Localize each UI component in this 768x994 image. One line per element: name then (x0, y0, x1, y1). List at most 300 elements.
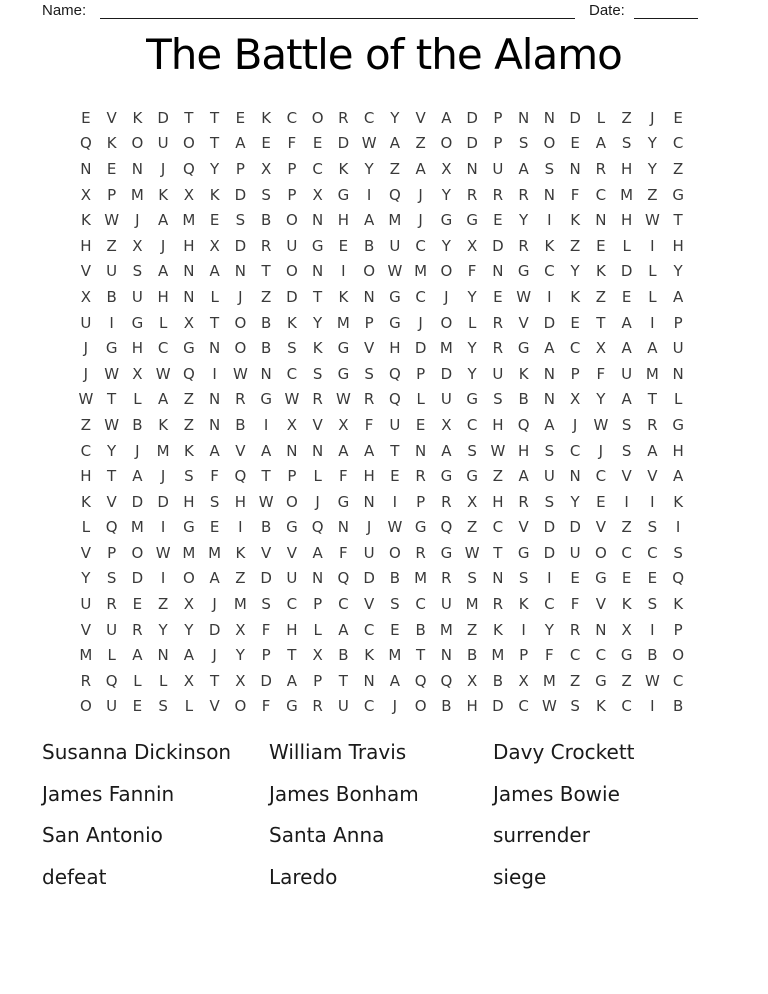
grid-letter: S (647, 595, 658, 614)
grid-letter: B (518, 390, 529, 409)
grid-letter: I (547, 569, 552, 588)
grid-letter: O (234, 339, 247, 358)
grid-letter: D (466, 134, 478, 153)
grid-letter: B (672, 697, 684, 716)
grid-letter: U (621, 364, 633, 383)
word-item: siege (493, 865, 547, 890)
grid-letter: Q (388, 185, 401, 204)
grid-letter: K (338, 287, 349, 306)
grid-letter: U (106, 697, 118, 716)
grid-letter: L (313, 620, 322, 639)
word-item: defeat (42, 865, 107, 890)
grid-letter: M (414, 262, 428, 281)
grid-letter: W (104, 211, 120, 230)
grid-letter: C (672, 134, 684, 153)
grid-letter: R (492, 339, 504, 358)
grid-letter: A (209, 441, 220, 460)
grid-letter: T (210, 134, 220, 153)
grid-letter: I (109, 313, 114, 332)
grid-row (73, 207, 691, 233)
grid-letter: W (490, 441, 506, 460)
grid-letter: P (673, 313, 683, 332)
grid-letter: A (389, 671, 400, 690)
grid-letter: W (387, 518, 403, 537)
grid-letter: E (596, 236, 606, 255)
grid-letter: N (569, 467, 581, 486)
word-item: James Bowie (493, 781, 620, 806)
grid-letter: D (131, 492, 144, 511)
word-item: James Fannin (42, 781, 175, 806)
grid-letter: L (467, 313, 477, 332)
grid-letter: D (620, 262, 633, 281)
grid-letter: A (441, 441, 452, 460)
grid-letter: U (543, 467, 555, 486)
grid-letter: P (364, 313, 374, 332)
grid-letter: Z (621, 671, 632, 690)
grid-letter: L (622, 236, 631, 255)
grid-letter: P (287, 185, 297, 204)
grid-letter: W (464, 543, 480, 562)
grid-letter: W (335, 390, 351, 409)
grid-letter: N (209, 339, 221, 358)
grid-letter: G (595, 569, 607, 588)
grid-letter: C (492, 518, 504, 537)
grid-letter: M (208, 543, 222, 562)
grid-letter: P (107, 543, 117, 562)
grid-letter: H (620, 159, 633, 178)
grid-letter: W (155, 364, 171, 383)
grid-letter: R (492, 313, 504, 332)
grid-letter: X (466, 236, 478, 255)
grid-letter: V (363, 595, 375, 614)
grid-letter: A (338, 620, 349, 639)
grid-letter: G (414, 518, 427, 537)
grid-letter: Y (441, 185, 451, 204)
grid-letter: W (155, 543, 171, 562)
grid-letter: R (235, 390, 246, 409)
word-item: surrender (493, 823, 590, 848)
grid-letter: K (570, 287, 581, 306)
grid-letter: K (132, 108, 143, 127)
grid-letter: V (260, 543, 272, 562)
grid-letter: W (78, 390, 94, 409)
grid-letter: N (595, 211, 607, 230)
grid-letter: O (440, 313, 453, 332)
grid-letter: S (647, 518, 658, 537)
grid-letter: Z (466, 620, 478, 639)
grid-letter: S (544, 159, 555, 178)
grid-letter: Y (467, 287, 477, 306)
grid-letter: U (440, 390, 452, 409)
grid-letter: G (389, 287, 401, 306)
grid-letter: Q (105, 518, 118, 537)
grid-letter: Y (673, 262, 683, 281)
grid-letter: F (261, 620, 271, 639)
grid-letter: A (672, 467, 684, 486)
grid-letter: R (441, 569, 452, 588)
grid-letter: P (416, 492, 426, 511)
grid-letter: A (183, 646, 194, 665)
grid-letter: E (209, 518, 220, 537)
grid-letter: M (388, 646, 402, 665)
grid-letter: E (132, 595, 143, 614)
grid-letter: L (81, 518, 91, 537)
grid-letter: Y (313, 313, 323, 332)
grid-letter: C (647, 543, 658, 562)
grid-letter: P (416, 364, 426, 383)
grid-letter: B (106, 287, 117, 306)
grid-letter: O (131, 134, 144, 153)
grid-letter: B (338, 646, 349, 665)
grid-letter: A (672, 287, 684, 306)
grid-letter: J (418, 313, 423, 332)
grid-letter: S (467, 441, 477, 460)
grid-letter: C (363, 620, 375, 639)
grid-letter: G (337, 492, 350, 511)
grid-letter: W (258, 492, 274, 511)
grid-letter: G (517, 339, 530, 358)
grid-letter: I (392, 492, 398, 511)
grid-letter: G (105, 339, 118, 358)
grid-letter: C (518, 697, 529, 716)
grid-letter: J (212, 646, 217, 665)
grid-letter: V (595, 518, 606, 537)
word-list (42, 731, 732, 898)
grid-letter: K (544, 236, 555, 255)
grid-letter: N (312, 441, 324, 460)
grid-letter: U (106, 620, 118, 639)
grid-letter: U (569, 543, 581, 562)
grid-letter: W (232, 364, 248, 383)
grid-letter: G (337, 364, 350, 383)
grid-letter: K (183, 441, 194, 460)
grid-letter: C (363, 697, 375, 716)
grid-letter: J (572, 415, 578, 434)
grid-letter: A (209, 262, 220, 281)
grid-letter: D (157, 108, 169, 127)
grid-letter: D (492, 236, 504, 255)
grid-letter: O (79, 697, 92, 716)
grid-letter: A (157, 390, 169, 409)
grid-row (73, 182, 691, 208)
word-item: Santa Anna (269, 823, 385, 848)
grid-letter: F (210, 467, 219, 486)
grid-letter: I (212, 364, 217, 383)
grid-letter: B (260, 211, 272, 230)
grid-letter: U (80, 313, 92, 332)
grid-letter: Z (621, 518, 632, 537)
grid-letter: E (81, 108, 91, 127)
grid-letter: W (644, 671, 660, 690)
grid-letter: S (467, 569, 477, 588)
grid-letter: C (415, 287, 426, 306)
grid-letter: Y (647, 134, 657, 153)
grid-letter: G (286, 697, 298, 716)
grid-letter: H (286, 620, 298, 639)
grid-letter: I (624, 492, 629, 511)
grid-letter: Q (182, 159, 195, 178)
grid-letter: M (336, 313, 350, 332)
grid-letter: R (595, 159, 607, 178)
grid-letter: S (493, 390, 503, 409)
grid-letter: A (544, 415, 555, 434)
grid-letter: Z (157, 595, 169, 614)
grid-letter: M (233, 595, 247, 614)
grid-letter: Z (569, 236, 581, 255)
grid-row (73, 259, 691, 285)
grid-letter: A (415, 159, 426, 178)
grid-letter: W (104, 415, 120, 434)
grid-letter: H (389, 339, 401, 358)
grid-letter: E (493, 211, 503, 230)
grid-letter: S (209, 492, 220, 511)
grid-letter: O (543, 134, 556, 153)
grid-letter: N (363, 671, 375, 690)
grid-row (73, 515, 691, 541)
grid-letter: V (518, 518, 529, 537)
grid-letter: P (107, 185, 117, 204)
grid-letter: S (158, 697, 168, 716)
grid-letter: K (312, 339, 323, 358)
grid-letter: A (621, 313, 632, 332)
grid-letter: D (234, 236, 247, 255)
grid-row (73, 387, 691, 413)
grid-letter: H (363, 467, 375, 486)
grid-letter: K (570, 211, 581, 230)
grid-letter: T (210, 108, 220, 127)
grid-letter: S (621, 441, 632, 460)
grid-letter: A (621, 390, 632, 409)
grid-letter: M (439, 620, 453, 639)
grid-letter: N (209, 415, 221, 434)
grid-letter: J (135, 441, 140, 460)
grid-letter: X (183, 671, 195, 690)
word-item: James Bonham (269, 781, 419, 806)
grid-letter: A (312, 543, 323, 562)
grid-letter: V (312, 415, 323, 434)
grid-letter: N (234, 262, 246, 281)
grid-letter: P (570, 364, 580, 383)
grid-letter: Q (105, 671, 118, 690)
grid-letter: M (130, 518, 144, 537)
grid-letter: F (545, 646, 554, 665)
grid-letter: G (672, 185, 684, 204)
grid-letter: K (80, 211, 91, 230)
grid-letter: D (337, 134, 350, 153)
grid-letter: B (260, 518, 272, 537)
grid-letter: H (183, 492, 195, 511)
grid-letter: O (285, 211, 298, 230)
grid-letter: K (595, 697, 606, 716)
grid-letter: J (160, 159, 166, 178)
grid-letter: O (234, 313, 247, 332)
grid-letter: P (313, 671, 323, 690)
grid-letter: T (210, 671, 220, 690)
grid-letter: M (182, 543, 196, 562)
grid-letter: X (286, 415, 298, 434)
page-title: The Battle of the Alamo (146, 30, 622, 79)
grid-letter: D (543, 543, 556, 562)
grid-letter: T (596, 313, 606, 332)
grid-letter: Q (79, 134, 92, 153)
grid-letter: K (518, 364, 529, 383)
grid-letter: K (492, 620, 503, 639)
grid-letter: Y (570, 492, 580, 511)
grid-letter: I (160, 569, 166, 588)
grid-letter: F (570, 185, 580, 204)
grid-letter: N (80, 159, 92, 178)
grid-letter: U (492, 364, 504, 383)
grid-letter: E (132, 697, 143, 716)
grid-letter: P (287, 159, 297, 178)
grid-letter: T (107, 467, 117, 486)
grid-letter: F (596, 364, 606, 383)
grid-letter: Y (467, 339, 477, 358)
grid-letter: I (341, 262, 346, 281)
grid-letter: D (414, 339, 427, 358)
grid-letter: I (675, 518, 681, 537)
grid-letter: L (313, 467, 322, 486)
grid-letter: A (157, 262, 169, 281)
grid-letter: O (672, 646, 685, 665)
grid-letter: S (673, 543, 683, 562)
grid-letter: R (647, 415, 658, 434)
grid-letter: N (260, 364, 272, 383)
grid-letter: O (285, 492, 298, 511)
grid-letter: O (388, 543, 401, 562)
grid-letter: K (80, 492, 91, 511)
grid-row (73, 668, 691, 694)
grid-letter: R (415, 467, 426, 486)
grid-letter: A (621, 339, 632, 358)
grid-row (73, 617, 691, 643)
grid-letter: N (209, 390, 221, 409)
grid-letter: Z (235, 569, 246, 588)
grid-letter: I (650, 697, 655, 716)
grid-letter: P (313, 595, 323, 614)
grid-letter: E (390, 467, 400, 486)
grid-letter: Q (388, 390, 401, 409)
grid-letter: U (440, 595, 452, 614)
grid-letter: D (569, 108, 581, 127)
grid-letter: N (183, 262, 195, 281)
grid-letter: X (209, 236, 220, 255)
grid-letter: T (287, 646, 297, 665)
grid-letter: S (364, 364, 374, 383)
grid-letter: E (673, 108, 683, 127)
grid-letter: U (286, 236, 298, 255)
grid-letter: A (209, 569, 220, 588)
grid-letter: T (416, 646, 426, 665)
grid-letter: V (595, 595, 606, 614)
grid-letter: X (235, 671, 246, 690)
grid-letter: D (260, 569, 272, 588)
grid-letter: M (620, 185, 634, 204)
grid-letter: A (132, 646, 143, 665)
grid-letter: U (363, 543, 375, 562)
grid-letter: L (158, 671, 168, 690)
grid-letter: S (544, 441, 555, 460)
grid-letter: Q (337, 569, 350, 588)
grid-letter: R (518, 492, 529, 511)
grid-letter: G (131, 313, 144, 332)
grid-letter: R (415, 543, 426, 562)
grid-letter: Z (569, 671, 581, 690)
grid-letter: G (517, 262, 530, 281)
grid-letter: X (466, 671, 478, 690)
grid-letter: A (338, 441, 349, 460)
grid-letter: C (80, 441, 92, 460)
grid-letter: W (361, 134, 377, 153)
grid-letter: L (648, 262, 657, 281)
grid-letter: C (286, 595, 298, 614)
grid-letter: Y (81, 569, 91, 588)
grid-letter: A (647, 441, 658, 460)
grid-letter: G (595, 671, 607, 690)
grid-letter: J (444, 287, 449, 306)
grid-letter: L (210, 287, 219, 306)
grid-letter: C (466, 415, 478, 434)
grid-letter: J (392, 697, 398, 716)
grid-row (73, 131, 691, 157)
grid-letter: Z (183, 415, 195, 434)
grid-letter: I (521, 620, 526, 639)
grid-letter: V (235, 441, 246, 460)
grid-letter: O (234, 697, 247, 716)
grid-letter: V (209, 697, 220, 716)
grid-letter: S (235, 211, 246, 230)
grid-letter: K (673, 492, 684, 511)
grid-letter: M (130, 185, 144, 204)
grid-letter: N (492, 262, 504, 281)
grid-letter: V (518, 313, 529, 332)
grid-letter: Q (440, 671, 453, 690)
grid-letter: K (106, 134, 117, 153)
grid-letter: Z (492, 467, 504, 486)
grid-letter: X (466, 492, 478, 511)
grid-letter: X (260, 159, 272, 178)
grid-letter: C (595, 467, 607, 486)
grid-letter: C (157, 339, 169, 358)
grid-letter: C (621, 697, 632, 716)
grid-letter: I (547, 211, 552, 230)
word-item: San Antonio (42, 823, 163, 848)
grid-letter: Z (647, 185, 658, 204)
grid-letter: X (132, 236, 143, 255)
grid-letter: R (441, 492, 452, 511)
grid-letter: Y (544, 620, 554, 639)
grid-letter: A (441, 108, 452, 127)
grid-letter: E (596, 492, 606, 511)
grid-letter: S (518, 134, 529, 153)
grid-letter: N (543, 364, 555, 383)
grid-letter: T (313, 287, 323, 306)
grid-letter: C (338, 595, 349, 614)
grid-row (73, 566, 691, 592)
grid-letter: H (620, 211, 633, 230)
grid-letter: U (672, 339, 684, 358)
grid-letter: Z (80, 415, 92, 434)
grid-letter: J (212, 595, 217, 614)
grid-letter: W (644, 211, 660, 230)
grid-row (73, 694, 691, 720)
grid-letter: N (595, 620, 607, 639)
grid-letter: N (492, 569, 504, 588)
grid-letter: O (311, 108, 324, 127)
grid-letter: X (312, 185, 323, 204)
grid-letter: G (466, 390, 478, 409)
grid-letter: V (286, 543, 297, 562)
